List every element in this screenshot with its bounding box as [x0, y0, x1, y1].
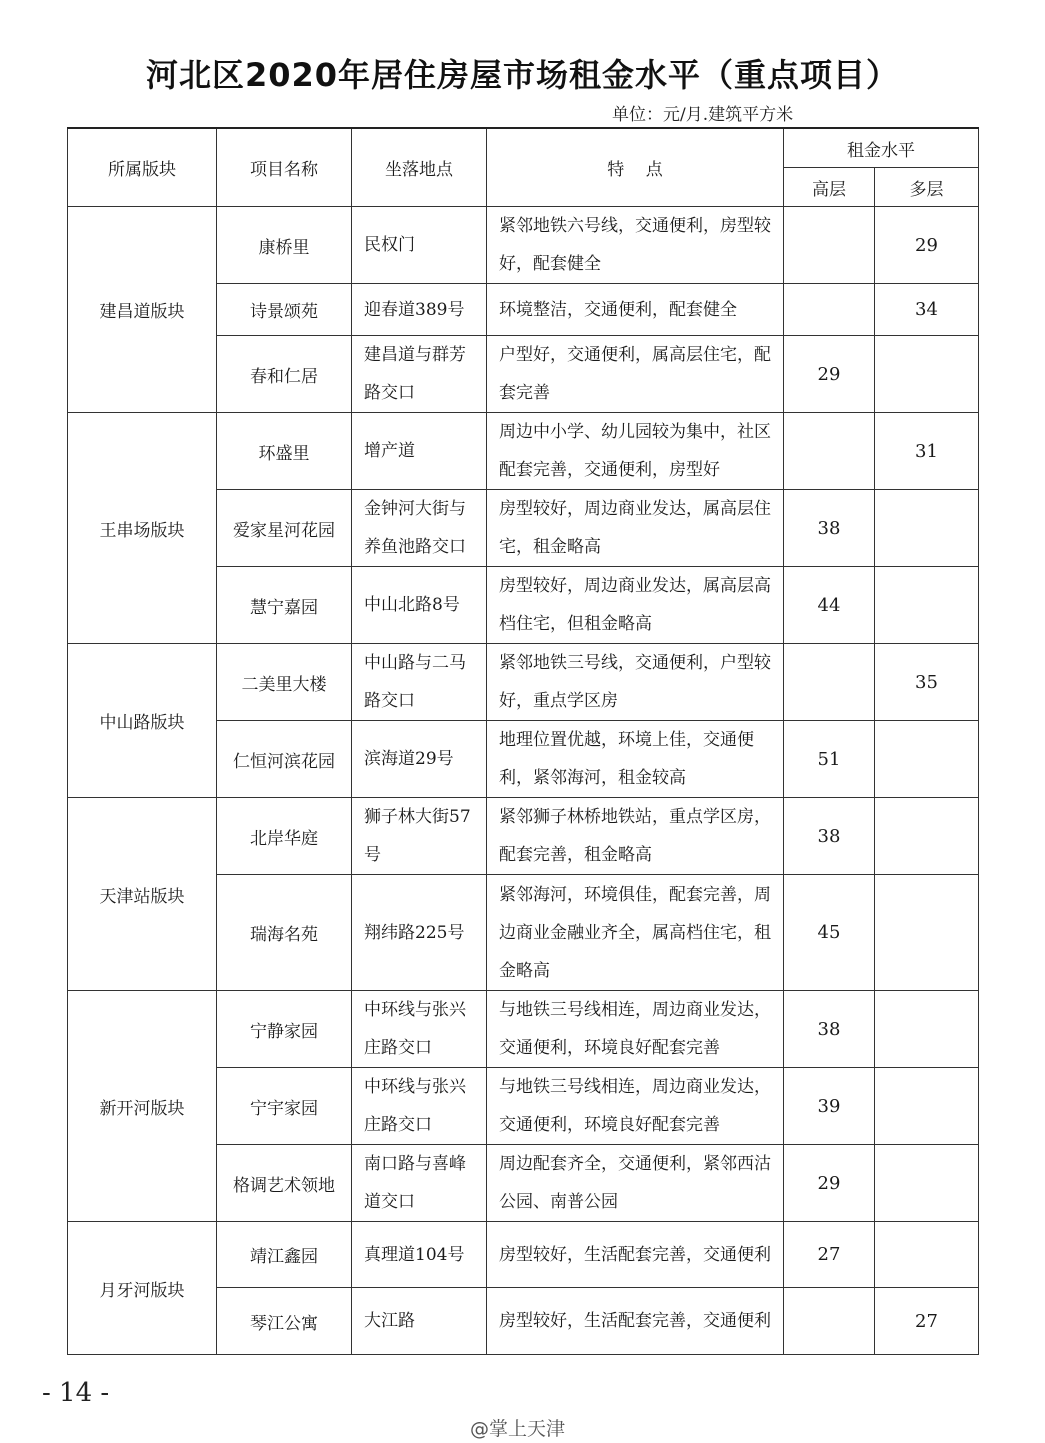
- watermark: @掌上天津: [470, 1418, 566, 1440]
- rent-high: 29: [784, 336, 875, 413]
- rent-high: 38: [784, 798, 875, 875]
- header-rent: 租金水平: [784, 128, 979, 168]
- project-name: 靖江鑫园: [217, 1222, 352, 1288]
- rent-multi: [875, 567, 979, 644]
- project-features: 紧邻狮子林桥地铁站，重点学区房，配套完善，租金略高: [487, 798, 784, 875]
- page-title: 河北区2020年居住房屋市场租金水平（重点项目）: [145, 56, 900, 94]
- project-features: 房型较好，生活配套完善，交通便利: [487, 1288, 784, 1355]
- rent-high: 51: [784, 721, 875, 798]
- table-row: [68, 991, 979, 1068]
- project-location: 翔纬路225号: [352, 875, 487, 991]
- rent-multi: [875, 991, 979, 1068]
- project-location: 中环线与张兴庄路交口: [352, 1068, 487, 1145]
- project-name: 康桥里: [217, 207, 352, 284]
- rent-multi: 31: [875, 413, 979, 490]
- rent-multi: [875, 875, 979, 991]
- project-location: 狮子林大街57号: [352, 798, 487, 875]
- rent-multi: [875, 1068, 979, 1145]
- project-features: 与地铁三号线相连，周边商业发达，交通便利，环境良好配套完善: [487, 1068, 784, 1145]
- header-location: 坐落地点: [352, 128, 487, 207]
- header-features: 特 点: [487, 128, 784, 207]
- rent-high: [784, 413, 875, 490]
- rent-high: [784, 1288, 875, 1355]
- rent-high: [784, 207, 875, 284]
- rent-high: [784, 644, 875, 721]
- project-name: 格调艺术领地: [217, 1145, 352, 1222]
- project-location: 中环线与张兴庄路交口: [352, 991, 487, 1068]
- rent-multi: 34: [875, 284, 979, 336]
- rent-high: 45: [784, 875, 875, 991]
- header-high: 高层: [784, 168, 875, 207]
- project-location: 大江路: [352, 1288, 487, 1355]
- project-features: 紧邻地铁六号线，交通便利，房型较好，配套健全: [487, 207, 784, 284]
- project-name: 二美里大楼: [217, 644, 352, 721]
- rent-multi: [875, 721, 979, 798]
- project-features: 周边配套齐全，交通便利，紧邻西沽公园、南普公园: [487, 1145, 784, 1222]
- block-name: 中山路版块: [68, 644, 217, 798]
- header-multi: 多层: [875, 168, 979, 207]
- project-features: 环境整洁，交通便利，配套健全: [487, 284, 784, 336]
- project-name: 春和仁居: [217, 336, 352, 413]
- block-name: 建昌道版块: [68, 207, 217, 413]
- project-location: 金钟河大街与养鱼池路交口: [352, 490, 487, 567]
- project-location: 真理道104号: [352, 1222, 487, 1288]
- project-features: 户型好，交通便利，属高层住宅，配套完善: [487, 336, 784, 413]
- block-name: 新开河版块: [68, 991, 217, 1222]
- project-name: 宁静家园: [217, 991, 352, 1068]
- project-location: 中山路与二马路交口: [352, 644, 487, 721]
- rent-multi: 27: [875, 1288, 979, 1355]
- rent-high: 38: [784, 991, 875, 1068]
- rent-high: 38: [784, 490, 875, 567]
- block-name: 王串场版块: [68, 413, 217, 644]
- project-location: 滨海道29号: [352, 721, 487, 798]
- page-number: - 14 -: [42, 1378, 110, 1408]
- table-row: [68, 207, 979, 284]
- rent-multi: [875, 798, 979, 875]
- table-row: [68, 413, 979, 490]
- rent-high: 27: [784, 1222, 875, 1288]
- project-features: 房型较好，生活配套完善，交通便利: [487, 1222, 784, 1288]
- project-name: 北岸华庭: [217, 798, 352, 875]
- table-row: [68, 798, 979, 875]
- rent-multi: 35: [875, 644, 979, 721]
- project-location: 建昌道与群芳路交口: [352, 336, 487, 413]
- project-name: 仁恒河滨花园: [217, 721, 352, 798]
- project-location: 中山北路8号: [352, 567, 487, 644]
- project-location: 迎春道389号: [352, 284, 487, 336]
- table-row: [68, 644, 979, 721]
- project-name: 宁宇家园: [217, 1068, 352, 1145]
- project-features: 房型较好，周边商业发达，属高层高档住宅，但租金略高: [487, 567, 784, 644]
- unit-note: 单位：元/月.建筑平方米: [612, 105, 794, 125]
- project-location: 民权门: [352, 207, 487, 284]
- project-features: 地理位置优越，环境上佳，交通便利，紧邻海河，租金较高: [487, 721, 784, 798]
- project-name: 环盛里: [217, 413, 352, 490]
- rent-high: 44: [784, 567, 875, 644]
- rent-high: 39: [784, 1068, 875, 1145]
- project-features: 与地铁三号线相连，周边商业发达，交通便利，环境良好配套完善: [487, 991, 784, 1068]
- project-name: 琴江公寓: [217, 1288, 352, 1355]
- project-name: 诗景颂苑: [217, 284, 352, 336]
- project-name: 爱家星河花园: [217, 490, 352, 567]
- rent-high: 29: [784, 1145, 875, 1222]
- rent-multi: [875, 490, 979, 567]
- rent-multi: 29: [875, 207, 979, 284]
- project-features: 房型较好，周边商业发达，属高层住宅，租金略高: [487, 490, 784, 567]
- header-block: 所属版块: [68, 128, 217, 207]
- rent-multi: [875, 1145, 979, 1222]
- project-name: 慧宁嘉园: [217, 567, 352, 644]
- table-row: [68, 1222, 979, 1288]
- project-features: 周边中小学、幼儿园较为集中，社区配套完善，交通便利，房型好: [487, 413, 784, 490]
- block-name: 月牙河版块: [68, 1222, 217, 1355]
- rent-table: [67, 127, 979, 1355]
- project-features: 紧邻地铁三号线，交通便利，户型较好，重点学区房: [487, 644, 784, 721]
- block-name: 天津站版块: [68, 798, 217, 991]
- project-features: 紧邻海河，环境俱佳，配套完善，周边商业金融业齐全，属高档住宅，租金略高: [487, 875, 784, 991]
- rent-multi: [875, 336, 979, 413]
- rent-multi: [875, 1222, 979, 1288]
- project-location: 增产道: [352, 413, 487, 490]
- header-row-1: [68, 128, 979, 168]
- table-body: [68, 207, 979, 1355]
- rent-high: [784, 284, 875, 336]
- header-project: 项目名称: [217, 128, 352, 207]
- project-name: 瑞海名苑: [217, 875, 352, 991]
- project-location: 南口路与喜峰道交口: [352, 1145, 487, 1222]
